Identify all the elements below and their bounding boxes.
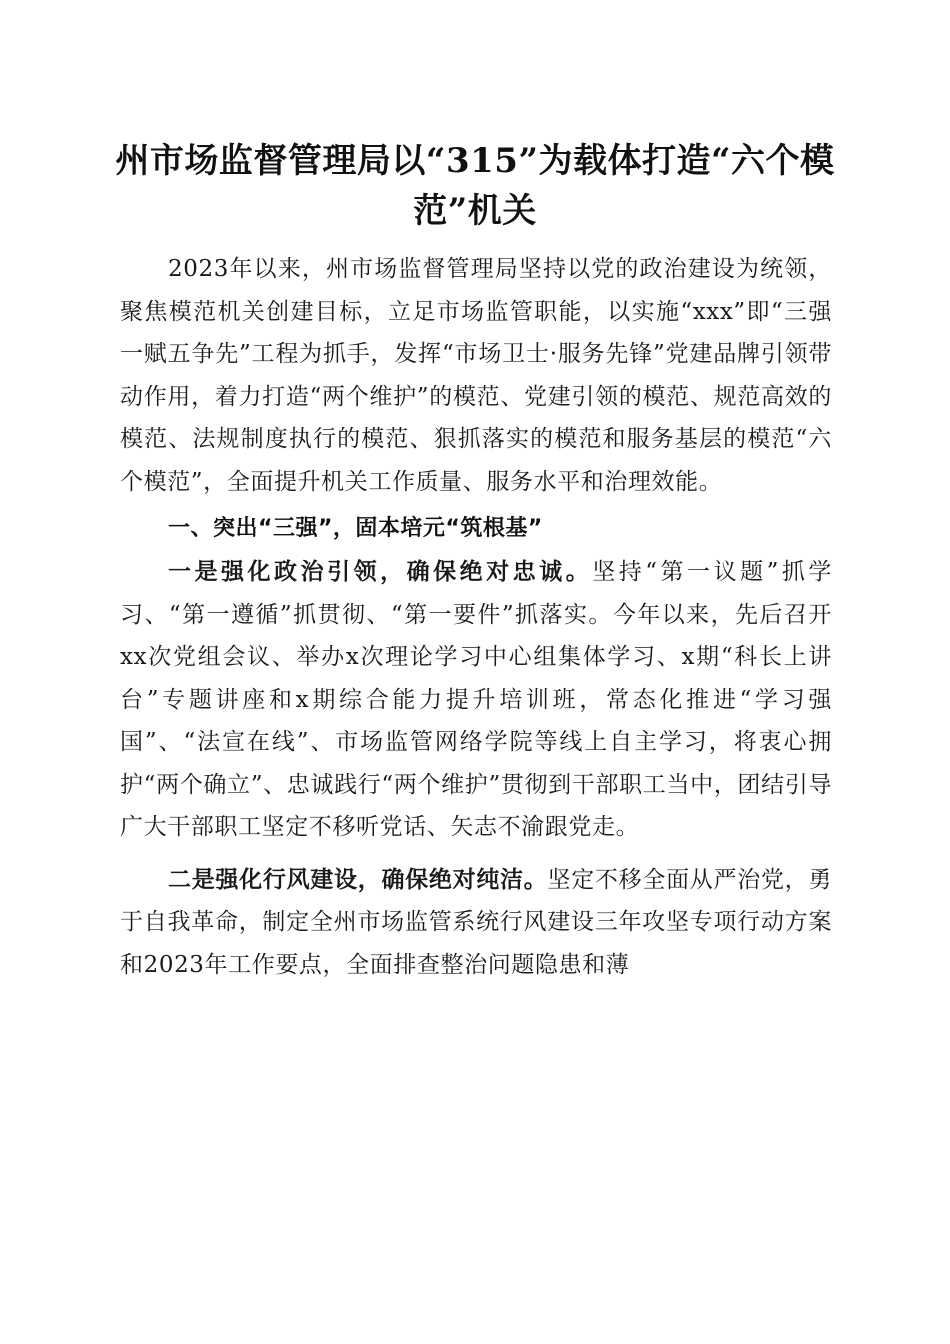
paragraph-text: 坚持“第一议题”抓学习、“第一遵循”抓贯彻、“第一要件”抓落实。今年以来，先后召开xx次党组会议、举办x次理论学习中心组集体学习、x期“科长上讲台”专题讲座和x期综合能力提升培训班，常态化推进“学习强国”、“法宣在线”、市场监管网络学院等线上自主学习，将衷心拥护“两个确立”、忠诚践行“两个维护”贯彻到干部职工当中，团结引导广大干部职工坚定不移听党话、矢志不渝跟党走。 bbox=[120, 559, 832, 840]
intro-paragraph: 2023年以来，州市场监督管理局坚持以党的政治建设为统领，聚焦模范机关创建目标，立足市场监管职能，以实施“xxx”即“三强一赋五争先”工程为抓手，发挥“市场卫士·服务先锋”党建品牌引领带动作用，着力打造“两个维护”的模范、党建引领的模范、规范高效的模范、法规制度执行的模范、狠抓落实的模范和服务基层的模范“六个模范”，全面提升机关工作质量、服务水平和治理效能。 bbox=[120, 256, 832, 495]
body-paragraph-1 bbox=[120, 551, 832, 849]
document-title: 州市场监督管理局以“315”为载体打造“六个模范”机关 bbox=[115, 141, 835, 231]
paragraph-lead: 一是强化政治引领，确保绝对忠诚。 bbox=[168, 559, 593, 585]
document-body bbox=[120, 248, 832, 986]
paragraph-text: 坚定不移全面从严治党，勇于自我革命，制定全州市场监管系统行风建设三年攻坚专项行动方案和2023年工作要点，全面排查整治问题隐患和薄 bbox=[120, 866, 832, 978]
section-heading: 一、突出“三强”，固本培元“筑根基” bbox=[168, 516, 543, 541]
body-paragraph-2 bbox=[120, 859, 832, 987]
paragraph-lead: 二是强化行风建设，确保绝对纯洁。 bbox=[168, 866, 548, 893]
